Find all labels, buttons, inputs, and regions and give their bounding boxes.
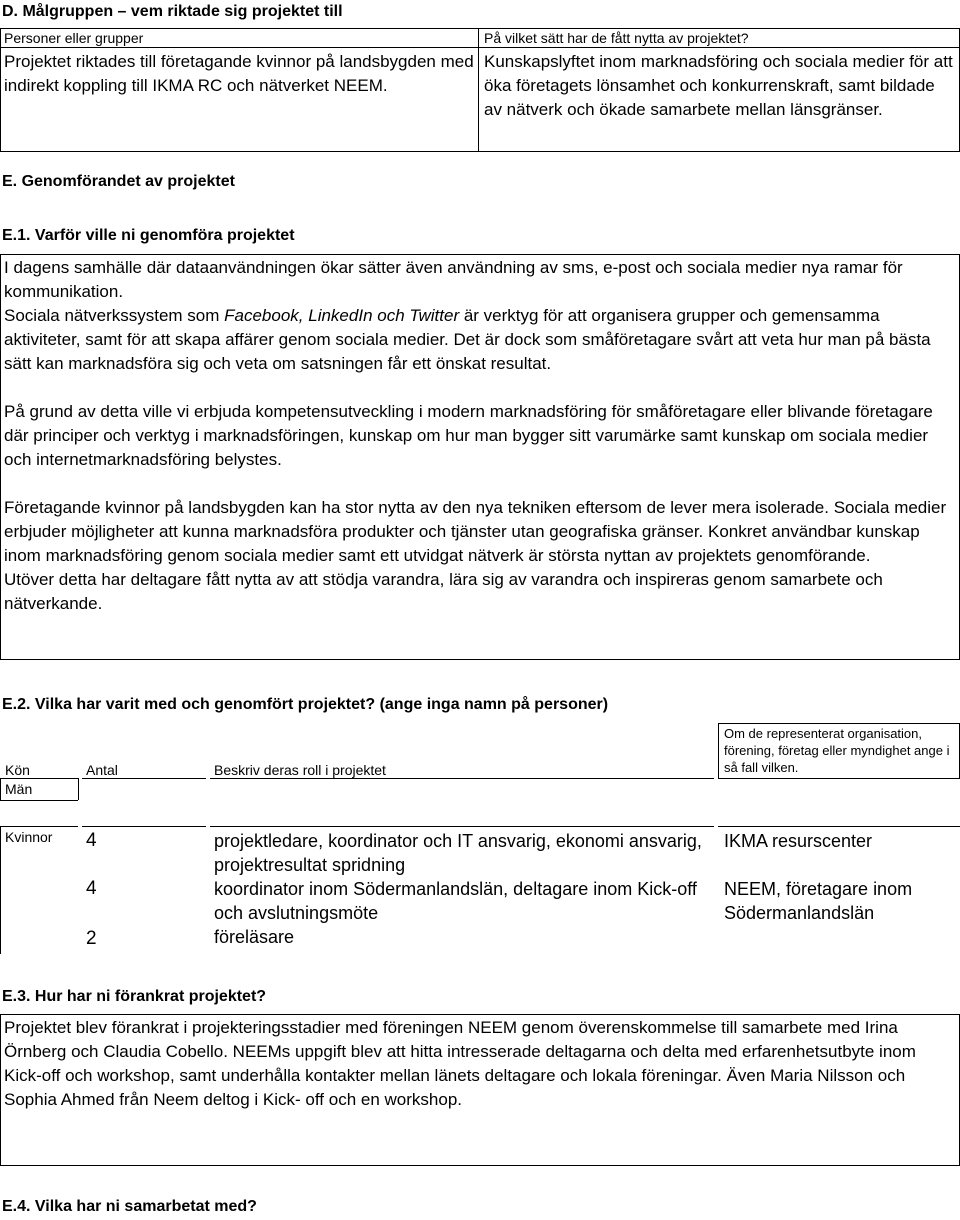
e4-heading: E.4. Vilka har ni samarbetat med? xyxy=(2,1198,257,1215)
role-3: föreläsare xyxy=(214,927,295,947)
e2-women-row-top-4 xyxy=(718,826,960,827)
e3-heading: E.3. Hur har ni förankrat projektet? xyxy=(2,988,267,1005)
e2-heading: E.2. Vilka har varit med och genomfört projektet? (ange inga namn på personer) xyxy=(2,696,609,713)
e1-paragraph-3: På grund av detta ville vi erbjuda kompetensutveckling i modern marknadsföring för småföretagare eller blivande företagare där principer och verktyg i marknadsföringen, kunskap om hur man bygger sitt varumärke samt kunskap om sociala medier och internetmarknadsföring belystes. xyxy=(4,402,933,469)
e2-header-col-2 xyxy=(78,778,79,800)
e1-paragraph-2 xyxy=(4,304,954,376)
e1-p2-social-networks: Facebook, LinkedIn och Twitter xyxy=(224,306,460,325)
org-1: IKMA resurscenter xyxy=(724,831,873,851)
col-gender-header: Kön xyxy=(5,762,30,778)
benefit-text: Kunskapslyftet inom marknadsföring och sociala medier för att öka företagets lönsamhet och konkurrenskraft, samt bildade av nätverk och ökade samarbete mellan länsgränser. xyxy=(484,52,953,119)
e2-header-col-3 xyxy=(718,723,719,778)
e2-header-underline-2 xyxy=(82,778,206,779)
e2-men-row-bottom xyxy=(0,800,78,801)
benefit-label: På vilket sätt har de fått nytta av projektet? xyxy=(484,30,749,46)
e1-content xyxy=(4,256,954,616)
women-count-2: 4 xyxy=(86,878,97,899)
section-d-heading: D. Målgruppen – vem riktade sig projektet till xyxy=(2,3,343,20)
women-count-1: 4 xyxy=(86,830,97,851)
e1-heading: E.1. Varför ville ni genomföra projektet xyxy=(2,227,295,244)
role-1: projektledare, koordinator och IT ansvarig, ekonomi ansvarig, projektresultat spridning xyxy=(214,831,702,875)
men-label: Män xyxy=(5,781,33,797)
e2-header-underline-1 xyxy=(0,778,78,779)
e2-header-col-1 xyxy=(0,778,1,800)
e2-header-underline-5 xyxy=(718,778,960,779)
col-role-header: Beskriv deras roll i projektet xyxy=(214,762,386,778)
women-roles xyxy=(214,829,714,949)
org-2: NEEM, företagare inom Södermanlandslän xyxy=(724,879,913,923)
e1-paragraph-4: Företagande kvinnor på landsbygden kan ha stor nytta av den nya tekniken eftersom de lever mera isolerade. Sociala medier erbjuder möjligheter att kunna marknadsföra produkter och tjänster utan geografiska gränser. Konkret användbar kunskap inom marknadsföring genom sociala medier samt ett utvidgat nätverk är största nyttan av projektets genomförande. xyxy=(4,498,947,565)
e1-p2-end: är verktyg för att organisera grupper och gemensamma aktiviteter, samt för att skapa affärer genom sociala medier. Det är dock som småföretagare svårt att veta hur man på bästa sätt kan marknadsföra sig och veta om satsningen får ett önskat resultat. xyxy=(4,306,931,373)
e2-women-row-left xyxy=(0,826,1,954)
e2-header-underline-3 xyxy=(210,778,714,779)
e2-women-row-top-3 xyxy=(210,826,714,827)
e1-p2-start: Sociala nätverkssystem som xyxy=(4,306,225,325)
e2-header-underline-4 xyxy=(718,723,960,724)
target-group-label: Personer eller grupper xyxy=(4,30,144,46)
e3-text: Projektet blev förankrat i projekteringsstadier med föreningen NEEM genom överenskommelse till samarbete med Irina Örnberg och Claudia Cobello. NEEMs uppgift blev att hitta intresserade deltagarna och delta med erfarenhetsutbyte inom Kick-off och workshop, samt underhålla kontakter mellan länets deltagare och lokala föreningar. Även Maria Nilsson och Sophia Ahmed från Neem deltog i Kick- off och en workshop. xyxy=(4,1018,916,1109)
section-e-heading: E. Genomförandet av projektet xyxy=(2,173,235,190)
col-org-header: Om de representerat organisation, förening, företag eller myndighet ange i så fall vilken. xyxy=(724,726,950,775)
col-count-header: Antal xyxy=(86,762,118,778)
women-count-3: 2 xyxy=(86,928,97,949)
women-label: Kvinnor xyxy=(5,829,53,845)
e1-paragraph-5: Utöver detta har deltagare fått nytta av att stödja varandra, lära sig av varandra och inspireras genom samarbete och nätverkande. xyxy=(4,570,883,613)
role-2: koordinator inom Södermanlandslän, deltagare inom Kick-off och avslutningsmöte xyxy=(214,879,697,923)
e1-paragraph-1: I dagens samhälle där dataanvändningen ökar sätter även användning av sms, e-post och sociala medier nya ramar för kommunikation. xyxy=(4,258,903,301)
women-orgs xyxy=(724,829,956,925)
section-d-label-line xyxy=(0,47,960,48)
e2-women-row-top-1 xyxy=(0,826,78,827)
target-group-text: Projektet riktades till företagande kvinnor på landsbygden med indirekt koppling till IKMA RC och nätverket NEEM. xyxy=(4,52,474,95)
e2-women-row-top-2 xyxy=(82,826,206,827)
